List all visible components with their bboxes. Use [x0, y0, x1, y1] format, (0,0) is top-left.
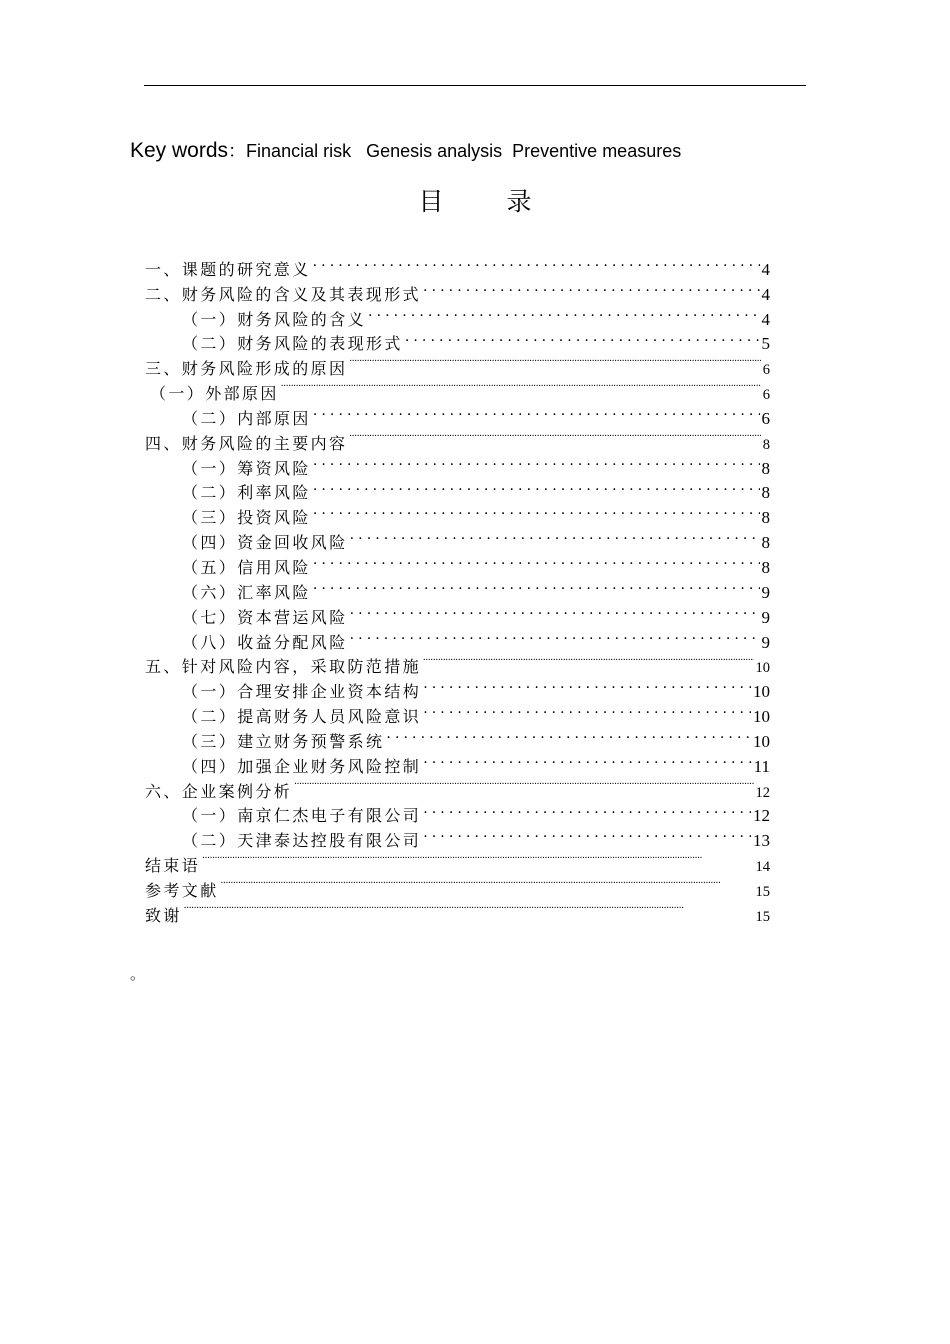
toc-entry-title: （一）外部原因: [150, 384, 279, 404]
toc-leader-dots: [386, 722, 751, 747]
keywords-label: Key words: [130, 139, 229, 162]
toc-entry-page: 5: [761, 334, 770, 354]
toc-entry-title: （三）建立财务预警系统: [182, 731, 385, 751]
toc-leader-dots: [423, 821, 751, 846]
toc-leader-dots: [350, 598, 760, 623]
toc-entry-title: （二）利率风险: [182, 483, 311, 503]
toc-entry-page: 15: [755, 908, 770, 925]
toc-leader-dots: [313, 573, 760, 598]
toc-leader-dots: [405, 325, 760, 350]
toc-entry[interactable]: [145, 846, 770, 876]
toc-leader-dots: [349, 424, 760, 449]
toc-leader-dots: [202, 846, 753, 871]
toc-entry-title: （四）资金回收风险: [182, 533, 348, 553]
toc-leader-dots: [313, 474, 760, 499]
toc-entry-page: 6: [761, 408, 770, 428]
toc-leader-dots: [281, 374, 761, 399]
toc-entry-page: 9: [761, 632, 770, 652]
toc-entry-page: 15: [755, 883, 770, 900]
toc-leader-dots: [313, 449, 760, 474]
toc-entry-page: 9: [761, 582, 770, 602]
toc-leader-dots: [313, 548, 760, 573]
toc-entry-page: 12: [755, 784, 770, 801]
toc-leader-dots: [313, 498, 760, 523]
toc-entry-page: 14: [755, 859, 770, 876]
toc-entry-title: 参考文献: [145, 880, 219, 900]
toc-entry-page: 11: [753, 756, 770, 776]
toc-heading-char-2: 录: [506, 187, 532, 216]
toc-leader-dots: [423, 697, 751, 722]
toc-entry-title: 五、针对风险内容，采取防范措施: [145, 657, 422, 677]
toc-entry-title: 六、企业案例分析: [145, 781, 293, 801]
toc-entry-page: 8: [761, 483, 770, 503]
toc-entry[interactable]: [145, 250, 770, 279]
toc-entry[interactable]: [145, 871, 770, 900]
toc-leader-dots: [221, 871, 754, 896]
toc-entry-page: 10: [755, 660, 770, 677]
toc-entry-title: （六）汇率风险: [182, 582, 311, 602]
toc-leader-dots: [423, 797, 751, 822]
toc-entry-page: 8: [761, 508, 770, 528]
toc-entry-title: 三、财务风险形成的原因: [145, 359, 348, 379]
toc-leader-dots: [423, 648, 753, 673]
toc-entry-title: （二）内部原因: [182, 408, 311, 428]
keywords-colon: ：: [228, 141, 247, 161]
trailing-period-mark: 。: [130, 965, 146, 983]
toc-entry-title: （一）合理安排企业资本结构: [182, 682, 422, 702]
toc-leader-dots: [350, 523, 760, 548]
toc-heading-char-1: 目: [418, 187, 444, 216]
toc-entry-page: 4: [761, 284, 770, 304]
toc-entry-title: （二）财务风险的表现形式: [182, 334, 403, 354]
toc-leader-dots: [184, 896, 754, 921]
toc-entry-page: 12: [753, 806, 770, 826]
toc-entry-title: （二）天津泰达控股有限公司: [182, 831, 422, 851]
toc-entry-page: 6: [762, 387, 770, 404]
toc-leader-dots: [294, 772, 753, 797]
toc-entry-title: 二、财务风险的含义及其表现形式: [145, 284, 422, 304]
toc-entry-title: （四）加强企业财务风险控制: [182, 756, 422, 776]
toc-entry-page: 4: [761, 309, 770, 329]
keywords-value: Financial risk Genesis analysis Preventive measures: [246, 141, 682, 161]
toc-leader-dots: [313, 399, 760, 424]
toc-entry-title: （八）收益分配风险: [182, 632, 348, 652]
toc-leader-dots: [349, 349, 760, 374]
toc-entry-title: （一）财务风险的含义: [182, 309, 367, 329]
toc-entry-page: 6: [762, 362, 770, 379]
toc-leader-dots: [350, 623, 760, 648]
toc-entry-title: （一）筹资风险: [182, 458, 311, 478]
keywords-line: [130, 137, 681, 163]
toc-leader-dots: [423, 747, 751, 772]
toc-leader-dots: [423, 275, 759, 300]
toc-entry-page: 9: [761, 607, 770, 627]
toc-entry-page: 10: [753, 682, 770, 702]
header-rule: [144, 85, 806, 86]
toc-entry-page: 10: [753, 731, 770, 751]
toc-entry-page: 10: [753, 707, 770, 727]
toc-entry[interactable]: [145, 896, 770, 925]
toc-heading: [0, 182, 950, 218]
toc-entry-page: 8: [761, 557, 770, 577]
toc-entry-page: 8: [762, 436, 770, 453]
toc-entry-page: 8: [761, 533, 770, 553]
toc-entry-title: （五）信用风险: [182, 557, 311, 577]
toc-leader-dots: [368, 300, 759, 325]
toc-entry-page: 4: [761, 259, 770, 279]
toc-entry-title: （七）资本营运风险: [182, 607, 348, 627]
toc-entry-title: （一）南京仁杰电子有限公司: [182, 806, 422, 826]
toc-entry-title: 四、财务风险的主要内容: [145, 433, 348, 453]
toc-entry-title: 一、课题的研究意义: [145, 259, 311, 279]
toc-entry-title: （三）投资风险: [182, 508, 311, 528]
toc-leader-dots: [313, 250, 760, 275]
toc-entry-page: 13: [753, 831, 770, 851]
toc-entry-page: 8: [761, 458, 770, 478]
toc-entry-title: 结束语: [145, 856, 201, 876]
toc-entry-title: （二）提高财务人员风险意识: [182, 707, 422, 727]
toc-entry-title: 致谢: [145, 905, 182, 925]
toc-leader-dots: [423, 672, 751, 697]
table-of-contents: [145, 250, 770, 925]
